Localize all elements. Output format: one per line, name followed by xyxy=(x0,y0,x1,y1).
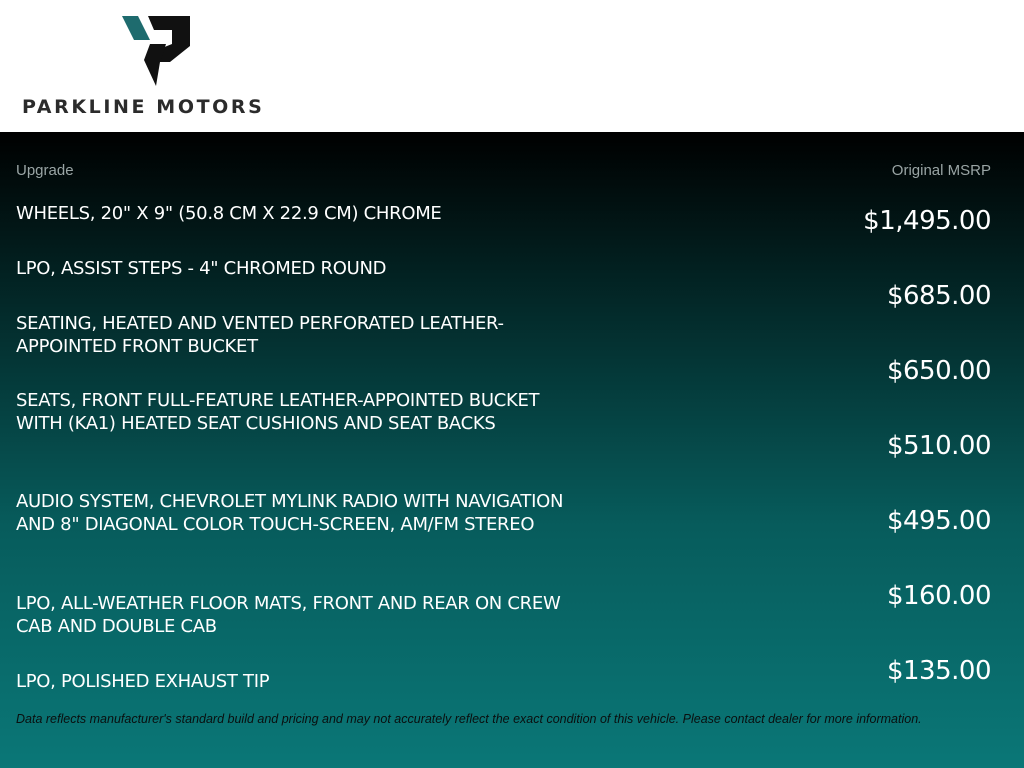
upgrade-item: LPO, ALL-WEATHER FLOOR MATS, FRONT AND REAR ON CREW CAB AND DOUBLE CAB xyxy=(16,593,561,637)
price-value: $650.00 xyxy=(886,356,991,386)
upgrade-item: LPO, ASSIST STEPS - 4" CHROMED ROUND xyxy=(16,258,387,279)
disclaimer-text: Data reflects manufacturer's standard build and pricing and may not accurately reflect the exact condition of this vehicle. Please contact dealer for more information. xyxy=(16,712,922,726)
upgrade-item: WHEELS, 20" X 9" (50.8 CM X 22.9 CM) CHROME xyxy=(16,203,442,224)
upgrades-panel xyxy=(0,132,1024,768)
price-value: $1,495.00 xyxy=(863,206,991,236)
price-value: $685.00 xyxy=(886,281,991,311)
price-value: $135.00 xyxy=(886,656,991,686)
upgrade-item: SEATING, HEATED AND VENTED PERFORATED LEATHER-APPOINTED FRONT BUCKET xyxy=(16,313,504,357)
price-value: $160.00 xyxy=(886,581,991,611)
parkline-logo-icon xyxy=(120,14,194,86)
brand-name: PARKLINE MOTORS xyxy=(22,96,265,118)
price-value: $495.00 xyxy=(886,506,991,536)
upgrade-item: LPO, POLISHED EXHAUST TIP xyxy=(16,671,270,692)
column-header-msrp: Original MSRP xyxy=(891,162,991,179)
price-value: $510.00 xyxy=(886,431,991,461)
upgrade-item: AUDIO SYSTEM, CHEVROLET MYLINK RADIO WITH NAVIGATION AND 8" DIAGONAL COLOR TOUCH-SCREEN, AM/FM STEREO xyxy=(16,491,564,535)
column-header-upgrade: Upgrade xyxy=(16,162,74,179)
header xyxy=(0,0,1024,132)
upgrade-item: SEATS, FRONT FULL-FEATURE LEATHER-APPOINTED BUCKET WITH (KA1) HEATED SEAT CUSHIONS AND SEAT BACKS xyxy=(16,390,540,434)
